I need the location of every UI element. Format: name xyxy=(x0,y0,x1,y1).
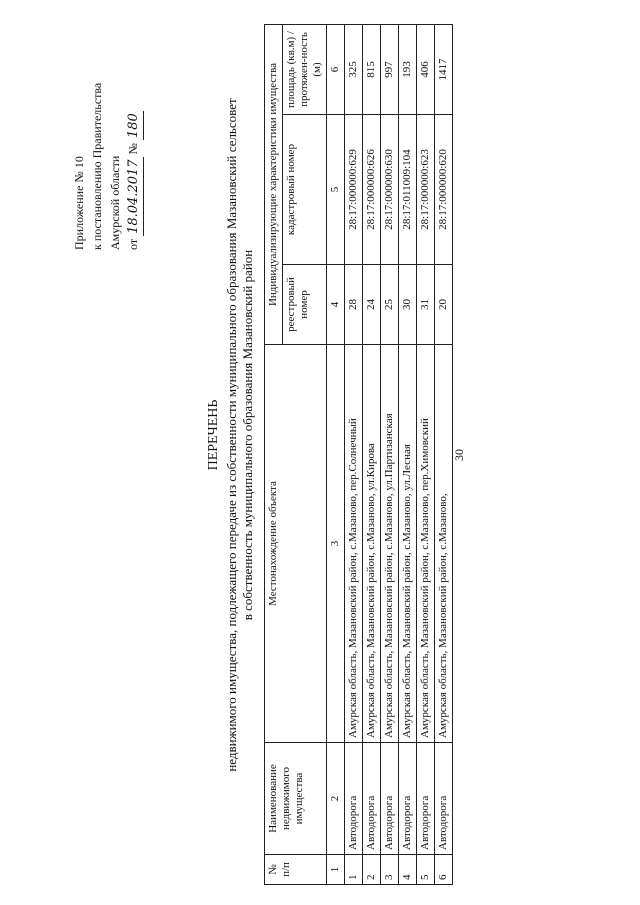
appendix-date-line xyxy=(124,83,144,250)
row-location: Амурская область, Мазановский район, с.Мазаново, ул.Партизанская xyxy=(381,345,399,743)
document-heading xyxy=(206,85,256,785)
col-number: 2 xyxy=(327,743,345,855)
row-cadastral: 28:17:000000:623 xyxy=(417,115,435,265)
col-number: 4 xyxy=(327,265,345,345)
row-cadastral: 28:17:000000:630 xyxy=(381,115,399,265)
table-row xyxy=(399,25,417,885)
row-area: 406 xyxy=(417,25,435,115)
header-location: Местонахождение объекта xyxy=(265,345,327,743)
appendix-line3: Амурской области xyxy=(108,155,122,250)
row-location: Амурская область, Мазановский район, с.Мазаново, xyxy=(435,345,453,743)
number-value: 180 xyxy=(125,111,144,140)
row-area: 997 xyxy=(381,25,399,115)
heading-line2: в собственность муниципального образования Мазановский район xyxy=(240,249,255,621)
row-area: 815 xyxy=(363,25,381,115)
row-location: Амурская область, Мазановский район, с.Мазаново, ул.Кирова xyxy=(363,345,381,743)
number-prefix: № xyxy=(126,143,140,155)
row-num: 3 xyxy=(381,855,399,885)
table-row xyxy=(381,25,399,885)
column-number-row xyxy=(327,25,345,885)
row-num: 4 xyxy=(399,855,417,885)
row-num: 1 xyxy=(345,855,363,885)
row-area: 193 xyxy=(399,25,417,115)
row-name: Автодорога xyxy=(417,743,435,855)
row-name: Автодорога xyxy=(435,743,453,855)
row-location: Амурская область, Мазановский район, с.Мазаново, ул.Лесная xyxy=(399,345,417,743)
appendix-line1: Приложение № 10 xyxy=(72,156,86,250)
row-registry: 20 xyxy=(435,265,453,345)
row-num: 2 xyxy=(363,855,381,885)
row-cadastral: 28:17:000000:620 xyxy=(435,115,453,265)
row-cadastral: 28:17:000000:629 xyxy=(345,115,363,265)
row-registry: 28 xyxy=(345,265,363,345)
row-cadastral: 28:17:000000:626 xyxy=(363,115,381,265)
table-row xyxy=(345,25,363,885)
date-prefix: от xyxy=(126,238,140,250)
row-num: 6 xyxy=(435,855,453,885)
row-registry: 25 xyxy=(381,265,399,345)
date-value: 18.04.2017 xyxy=(125,157,144,235)
appendix-line2: к постановлению Правительства xyxy=(90,82,104,250)
row-location: Амурская область, Мазановский район, с.Мазаново, пер.Солнечный xyxy=(345,345,363,743)
row-registry: 24 xyxy=(363,265,381,345)
heading-line1: недвижимого имущества, подлежащего передаче из собственности муниципального образования Мазановский сельсовет xyxy=(224,98,239,772)
row-registry: 31 xyxy=(417,265,435,345)
row-name: Автодорога xyxy=(345,743,363,855)
col-number: 5 xyxy=(327,115,345,265)
page-number: 30 xyxy=(452,449,466,461)
header-individual: Индивидуализирующие характеристики имущества xyxy=(265,25,283,345)
row-registry: 30 xyxy=(399,265,417,345)
property-table xyxy=(264,24,453,885)
col-number: 1 xyxy=(327,855,345,885)
header-cadastral: кадастровый номер xyxy=(283,115,327,265)
row-area: 325 xyxy=(345,25,363,115)
header-name: Наименование недвижимого имущества xyxy=(265,743,327,855)
header-num: № п/п xyxy=(265,855,327,885)
row-name: Автодорога xyxy=(363,743,381,855)
table-row xyxy=(435,25,453,885)
table-row xyxy=(363,25,381,885)
col-number: 3 xyxy=(327,345,345,743)
col-number: 6 xyxy=(327,25,345,115)
row-name: Автодорога xyxy=(399,743,417,855)
appendix-block xyxy=(70,83,144,250)
row-cadastral: 28:17:011009:104 xyxy=(399,115,417,265)
row-num: 5 xyxy=(417,855,435,885)
header-registry: реестровый номер xyxy=(283,265,327,345)
row-location: Амурская область, Мазановский район, с.Мазаново, пер.Химовский xyxy=(417,345,435,743)
row-name: Автодорога xyxy=(381,743,399,855)
table-row xyxy=(417,25,435,885)
row-area: 1417 xyxy=(435,25,453,115)
document-title: ПЕРЕЧЕНЬ xyxy=(206,399,221,471)
header-area: площадь (кв.м) / протяжен-ность (м) xyxy=(283,25,327,115)
